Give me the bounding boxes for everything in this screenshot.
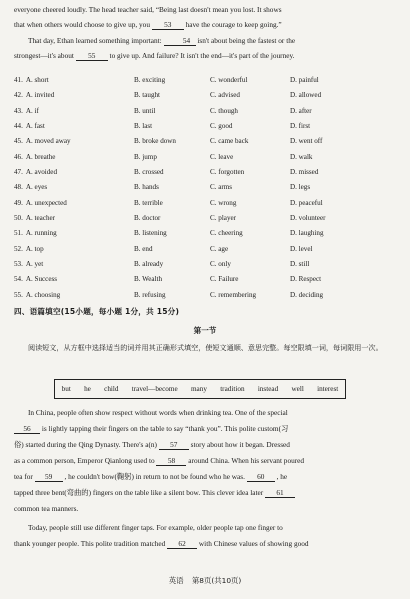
blank-53[interactable]: 53 xyxy=(152,20,184,30)
option-d[interactable]: D. after xyxy=(290,106,312,115)
option-d[interactable]: D. legs xyxy=(290,183,311,192)
question-number: 51. xyxy=(14,229,23,238)
passage-line xyxy=(14,437,396,453)
option-text: A. avoided xyxy=(25,168,58,177)
question-number: 55. xyxy=(14,290,23,299)
option-row xyxy=(14,257,398,272)
option-d[interactable]: D. walk xyxy=(290,152,313,161)
option-text: A. moved away xyxy=(25,137,71,146)
option-row xyxy=(14,242,398,257)
option-a[interactable] xyxy=(14,88,54,103)
blank-54[interactable]: 54 xyxy=(164,36,196,46)
option-b[interactable]: B. exciting xyxy=(134,76,166,84)
option-c[interactable]: C. cheering xyxy=(210,229,243,238)
option-a[interactable] xyxy=(14,211,55,226)
passage-tea xyxy=(14,405,396,552)
passage-text: with Chinese values of showing good xyxy=(198,539,309,548)
option-c[interactable]: C. advised xyxy=(210,91,240,100)
option-a[interactable] xyxy=(14,104,39,119)
passage-line xyxy=(14,33,396,48)
option-d[interactable]: D. allowed xyxy=(290,91,322,100)
option-row xyxy=(14,104,398,119)
blank-62[interactable]: 62 xyxy=(167,539,197,549)
passage-line xyxy=(14,469,396,485)
passage-line xyxy=(14,536,396,552)
option-row xyxy=(14,226,398,241)
option-text: A. breathe xyxy=(25,152,56,161)
option-b[interactable]: B. terrible xyxy=(134,198,163,207)
passage-line: common tea manners. xyxy=(14,504,79,513)
option-c[interactable]: C. forgotten xyxy=(210,168,245,177)
option-c[interactable]: C. player xyxy=(210,214,237,223)
option-row xyxy=(14,196,398,211)
option-c[interactable]: C. Failure xyxy=(210,275,239,284)
option-a[interactable] xyxy=(14,272,57,287)
option-a[interactable] xyxy=(14,196,67,211)
passage-text: tapped three bent(弯曲的) fingers on the table like a silent bow. This clever idea later xyxy=(14,488,264,497)
option-text: A. choosing xyxy=(25,290,61,299)
word-box-item: instead xyxy=(257,385,279,393)
option-a[interactable] xyxy=(14,150,55,165)
section-heading: 四、语篇填空(15小题，每小题 1分，共 15分) xyxy=(14,307,180,316)
page-footer xyxy=(0,575,410,586)
word-box-item: but xyxy=(61,385,71,393)
option-a[interactable] xyxy=(14,226,57,241)
option-d[interactable]: D. volunteer xyxy=(290,214,326,223)
word-box-item: interest xyxy=(317,385,339,393)
question-number: 46. xyxy=(14,152,23,161)
footer-page-number: 第8页(共10页) xyxy=(191,576,242,585)
blank-59[interactable]: 59 xyxy=(35,472,63,482)
passage-line: In China, people often show respect without words when drinking tea. One of the special xyxy=(28,408,288,417)
passage-line xyxy=(14,453,396,469)
passage-top xyxy=(14,2,396,64)
option-b[interactable]: B. doctor xyxy=(134,214,161,223)
question-number: 50. xyxy=(14,214,23,223)
option-c[interactable]: C. came back xyxy=(210,137,249,146)
word-box-item: child xyxy=(104,385,119,393)
passage-line xyxy=(14,17,396,32)
option-d[interactable]: D. deciding xyxy=(290,290,324,299)
option-c[interactable]: C. arms xyxy=(210,183,233,192)
blank-57[interactable]: 57 xyxy=(159,440,189,450)
passage-text: as a common person, Emperor Qianlong used to xyxy=(14,456,155,465)
option-text: A. teacher xyxy=(25,214,56,223)
passage-text: around China. When his servant poured xyxy=(188,456,305,465)
option-text: A. yet xyxy=(25,260,44,269)
option-d[interactable]: D. level xyxy=(290,244,313,253)
option-text: A. running xyxy=(25,229,57,238)
option-a[interactable] xyxy=(14,242,44,257)
word-box-item: travel—become xyxy=(131,385,178,393)
question-number: 54. xyxy=(14,275,23,284)
passage-text: to give up. And failure? It isn't the end—it's part of the journey. xyxy=(109,51,295,61)
question-number: 48. xyxy=(14,183,23,192)
option-text: A. fast xyxy=(25,122,45,131)
passage-text: , he xyxy=(276,472,288,481)
option-row xyxy=(14,211,398,226)
passage-text: is lightly tapping their fingers on the table to say “thank you”. This polite custom(习 xyxy=(41,424,289,433)
option-b[interactable]: B. end xyxy=(134,244,153,253)
passage-line xyxy=(14,485,396,501)
question-number: 49. xyxy=(14,198,23,207)
question-number: 45. xyxy=(14,137,23,146)
option-text: A. if xyxy=(25,106,39,115)
option-row xyxy=(14,73,398,88)
blank-56[interactable]: 56 xyxy=(14,424,40,434)
option-d[interactable]: D. still xyxy=(290,260,310,269)
option-c[interactable]: C. leave xyxy=(210,152,234,161)
section-instruction: 阅读短文，从方框中选择适当的词并用其正确形式填空，使短文通顺、意思完整。每空限填一词，每词限用一次。 xyxy=(28,343,383,352)
question-number: 53. xyxy=(14,260,23,269)
option-a[interactable] xyxy=(14,288,60,303)
option-row xyxy=(14,88,398,103)
passage-text: have the courage to keep going.” xyxy=(185,20,282,30)
option-a[interactable] xyxy=(14,180,47,195)
option-b[interactable]: B. until xyxy=(134,106,156,115)
passage-text: 俗) started during the Qing Dynasty. There's a(n) xyxy=(14,440,157,449)
option-b[interactable]: B. broke down xyxy=(134,137,176,146)
option-b[interactable]: B. jump xyxy=(134,152,157,161)
question-number: 44. xyxy=(14,122,23,131)
option-d[interactable]: D. peaceful xyxy=(290,198,323,207)
passage-text: story about how it began. Dressed xyxy=(190,440,290,449)
passage-line xyxy=(14,421,396,437)
option-c[interactable]: C. only xyxy=(210,260,231,269)
option-text: A. short xyxy=(25,76,49,84)
option-a[interactable] xyxy=(14,165,57,180)
option-c[interactable]: C. though xyxy=(210,106,238,115)
word-box-item: well xyxy=(291,385,304,393)
option-b[interactable]: B. listening xyxy=(134,229,167,238)
passage-line xyxy=(14,48,396,63)
question-number: 47. xyxy=(14,168,23,177)
passage-text: thank younger people. This polite tradition matched xyxy=(14,539,166,548)
option-b[interactable]: B. refusing xyxy=(134,290,166,299)
passage-text: , he couldn't bow(鞠躬) in return to not be found who he was. xyxy=(64,472,245,481)
footer-subject: 英语 xyxy=(168,576,184,585)
passage-text: strongest—it's about xyxy=(14,51,74,61)
passage-line: everyone cheered loudly. The head teacher said, “Being last doesn't mean you lost. It shows xyxy=(14,5,282,14)
option-d[interactable]: D. missed xyxy=(290,168,319,177)
section-subheading: 第一节 xyxy=(193,326,217,335)
option-a[interactable] xyxy=(14,119,45,134)
passage-text: tea for xyxy=(14,472,33,481)
question-number: 43. xyxy=(14,106,23,115)
option-row xyxy=(14,272,398,287)
word-box-item: tradition xyxy=(220,385,245,393)
question-number: 52. xyxy=(14,244,23,253)
option-c[interactable]: C. wonderful xyxy=(210,76,248,84)
blank-58[interactable]: 58 xyxy=(156,456,186,466)
option-d[interactable]: D. laughing xyxy=(290,229,324,238)
option-d[interactable]: D. first xyxy=(290,122,311,131)
passage-line: Today, people still use different finger taps. For example, older people tap one finger to xyxy=(28,523,283,532)
passage-text: That day, Ethan learned something important: xyxy=(28,35,162,45)
option-c[interactable]: C. remembering xyxy=(210,290,257,299)
question-number: 41. xyxy=(14,76,23,84)
option-text: A. unexpected xyxy=(25,198,67,207)
blank-55[interactable]: 55 xyxy=(76,51,108,61)
option-text: A. invited xyxy=(25,91,55,100)
option-row xyxy=(14,119,398,134)
option-b[interactable]: B. hands xyxy=(134,183,159,192)
blank-60[interactable]: 60 xyxy=(247,472,275,482)
option-text: A. top xyxy=(25,244,44,253)
option-d[interactable]: D. painful xyxy=(290,76,319,84)
option-row xyxy=(14,134,398,149)
option-text: A. eyes xyxy=(25,183,48,192)
blank-61[interactable]: 61 xyxy=(265,488,295,498)
option-text: A. Success xyxy=(25,275,58,284)
option-row xyxy=(14,288,398,303)
option-b[interactable]: B. crossed xyxy=(134,168,164,177)
option-row xyxy=(14,150,398,165)
option-b[interactable]: B. last xyxy=(134,122,153,131)
question-number: 42. xyxy=(14,91,23,100)
options-list xyxy=(14,73,398,303)
passage-text: that when others would choose to give up, you xyxy=(14,20,150,30)
option-b[interactable]: B. taught xyxy=(134,91,161,100)
option-a[interactable] xyxy=(14,134,71,149)
option-c[interactable]: C. good xyxy=(210,122,233,131)
option-d[interactable]: D. went off xyxy=(290,137,323,146)
option-b[interactable]: B. already xyxy=(134,260,164,269)
option-b[interactable]: B. Wealth xyxy=(134,275,163,284)
passage-text: isn't about being the fastest or the xyxy=(197,35,296,45)
option-d[interactable]: D. Respect xyxy=(290,275,322,284)
option-c[interactable]: C. wrong xyxy=(210,198,237,207)
word-box xyxy=(54,379,346,399)
option-c[interactable]: C. age xyxy=(210,244,229,253)
option-row xyxy=(14,165,398,180)
word-box-item: many xyxy=(190,385,207,393)
option-a[interactable] xyxy=(14,73,49,88)
option-row xyxy=(14,180,398,195)
word-box-item: he xyxy=(84,385,91,393)
option-a[interactable] xyxy=(14,257,43,272)
